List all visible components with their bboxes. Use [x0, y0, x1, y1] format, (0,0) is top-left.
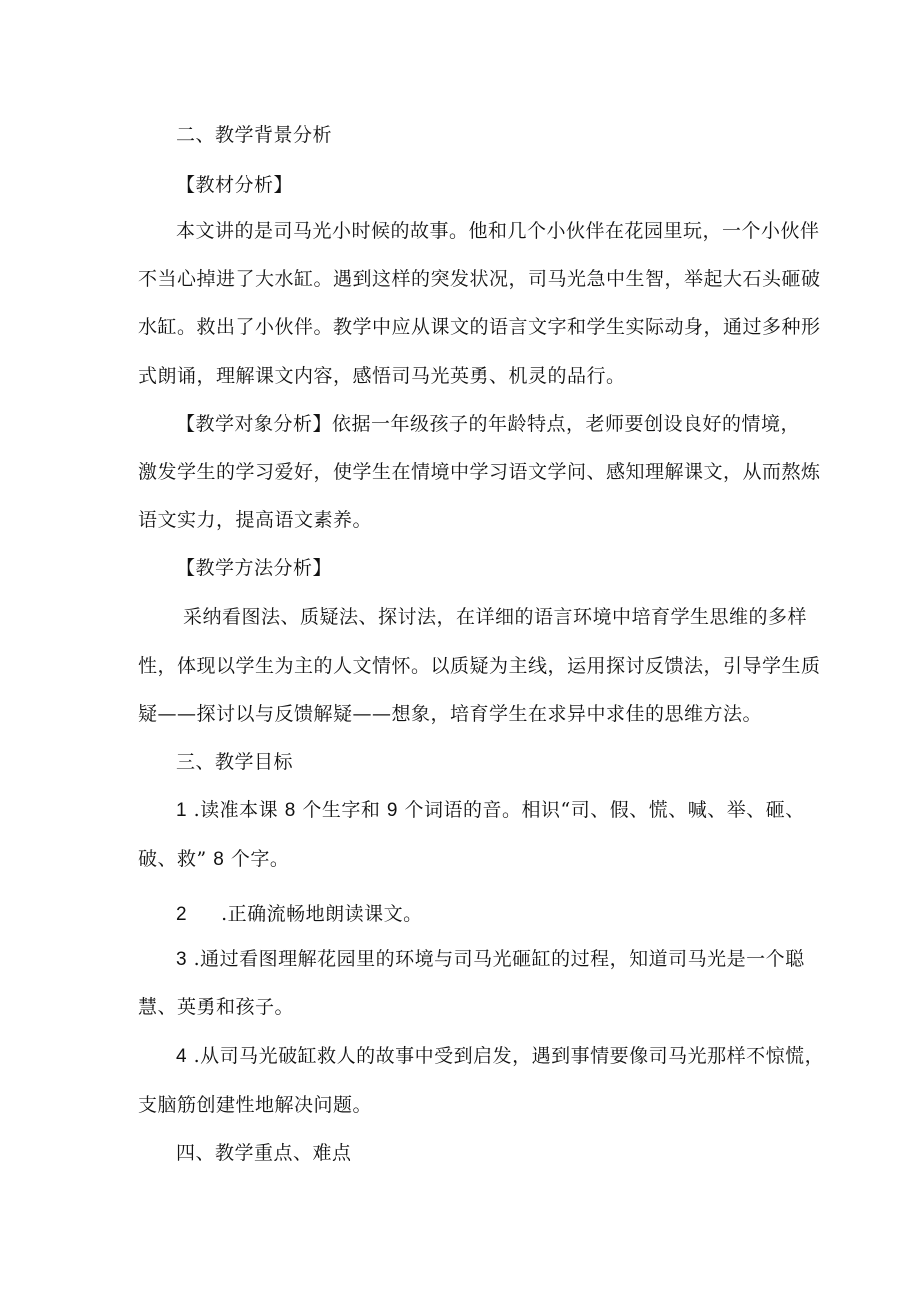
section-heading-objectives: 三、教学目标 [176, 751, 294, 773]
goal-inline-number: 9 [386, 800, 398, 821]
goal-text: 个字。 [230, 848, 290, 870]
goal-item-3-continued: 慧、英勇和孩子。 [138, 996, 295, 1018]
paragraph-line: 本文讲的是司马光小时候的故事。他和几个小伙伴在花园里玩，一个小伙伴 [176, 220, 820, 242]
goal-text: 个词语的音。相识“司、假、慌、喊、举、砸、 [404, 799, 805, 821]
goal-text: .从司马光破缸救人的故事中受到启发，遇到事情要像司马光那样不惊慌， [193, 1045, 825, 1067]
paragraph-line: 疑——探讨以与反馈解疑——想象，培育学生在求异中求佳的思维方法。 [138, 703, 763, 725]
paragraph-line: 采纳看图法、质疑法、探讨法，在详细的语言环境中培育学生思维的多样 [183, 606, 808, 628]
paragraph-line: 不当心掉进了大水缸。遇到这样的突发状况，司马光急中生智，举起大石头砸破 [138, 268, 821, 290]
goal-number: 3 [176, 949, 188, 970]
goal-number: 2 [176, 904, 188, 925]
goal-item-1 [176, 798, 836, 823]
goal-item-3 [176, 947, 836, 972]
paragraph-line: 语文实力，提高语文素养。 [138, 509, 373, 531]
goal-text: .正确流畅地朗读课文。 [221, 903, 423, 925]
paragraph-line: 性，体现以学生为主的人文情怀。以质疑为主线，运用探讨反馈法，引导学生质 [138, 655, 821, 677]
paragraph-line: 激发学生的学习爱好，使学生在情境中学习语文学问、感知理解课文，从而熬炼 [138, 461, 821, 483]
goal-item-2 [176, 902, 836, 927]
paragraph-line: 【教学对象分析】依据一年级孩子的年龄特点，老师要创设良好的情境， [176, 413, 801, 435]
goal-item-4 [176, 1044, 836, 1069]
goal-number: 4 [176, 1046, 188, 1067]
section-heading-background: 二、教学背景分析 [176, 124, 333, 146]
goal-inline-number: 8 [213, 849, 225, 870]
goal-text: .读准本课 [193, 799, 279, 821]
goal-item-1-continued [138, 847, 798, 872]
goal-text: 个生字和 [302, 799, 381, 821]
goal-number: 1 [176, 800, 188, 821]
subheading-textbook-analysis: 【教材分析】 [176, 174, 294, 196]
paragraph-line: 式朗诵，理解课文内容，感悟司马光英勇、机灵的品行。 [138, 365, 626, 387]
goal-text: 破、救” [138, 848, 207, 870]
goal-item-4-continued: 支脑筋创建性地解决问题。 [138, 1094, 373, 1116]
goal-text: .通过看图理解花园里的环境与司马光砸缸的过程，知道司马光是一个聪 [193, 948, 805, 970]
subheading-method-analysis: 【教学方法分析】 [176, 557, 333, 579]
section-heading-key-points: 四、教学重点、难点 [176, 1142, 352, 1164]
paragraph-line: 水缸。救出了小伙伴。教学中应从课文的语言文字和学生实际动身，通过多种形 [138, 316, 821, 338]
goal-inline-number: 8 [284, 800, 296, 821]
